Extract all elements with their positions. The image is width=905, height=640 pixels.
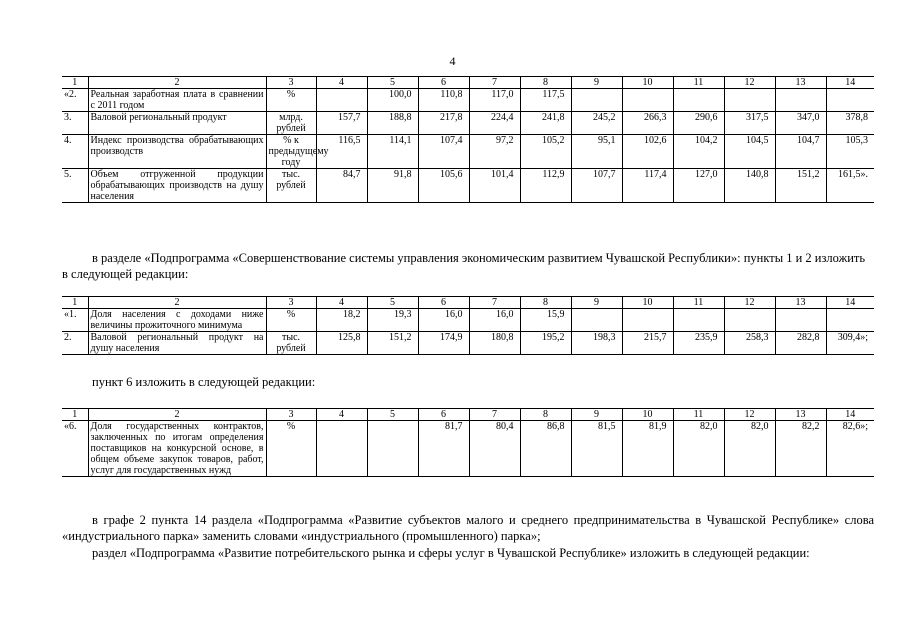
- value-cell: [775, 89, 826, 112]
- table-row: [62, 169, 874, 203]
- value-cell: 102,6: [622, 135, 673, 169]
- value-cell: 114,1: [367, 135, 418, 169]
- column-header: 5: [367, 77, 418, 89]
- column-header: 9: [571, 297, 622, 309]
- value-cell: 378,8: [826, 112, 874, 135]
- row-number: «2.: [62, 89, 88, 112]
- table-row: [62, 421, 874, 477]
- value-cell: [571, 309, 622, 332]
- value-cell: [622, 89, 673, 112]
- column-header: 13: [775, 77, 826, 89]
- value-cell: 82,0: [673, 421, 724, 477]
- value-cell: 224,4: [469, 112, 520, 135]
- column-header: 6: [418, 409, 469, 421]
- value-cell: 16,0: [469, 309, 520, 332]
- unit-cell: %: [266, 89, 316, 112]
- table-row: [62, 309, 874, 332]
- column-header: 13: [775, 409, 826, 421]
- value-cell: 81,5: [571, 421, 622, 477]
- column-header: 2: [88, 297, 266, 309]
- column-header: 3: [266, 409, 316, 421]
- value-cell: 258,3: [724, 332, 775, 355]
- value-cell: [622, 309, 673, 332]
- value-cell: 215,7: [622, 332, 673, 355]
- indicators-table-2: [62, 296, 874, 355]
- indicator-name: Индекс производства обрабатывающих производств: [88, 135, 266, 169]
- column-header: 8: [520, 77, 571, 89]
- value-cell: 161,5».: [826, 169, 874, 203]
- table-row: [62, 89, 874, 112]
- value-cell: 15,9: [520, 309, 571, 332]
- value-cell: 84,7: [316, 169, 367, 203]
- paragraph-subprogram-management: в разделе «Подпрограмма «Совершенствование системы управления экономическим развитием Чувашской Республики»: пункты 1 и 2 изложить в следующей редакции:: [62, 251, 866, 281]
- column-header: 4: [316, 77, 367, 89]
- column-header: 6: [418, 297, 469, 309]
- column-header: 3: [266, 297, 316, 309]
- indicator-name: Объем отгруженной продукции обрабатывающих производств на душу населения: [88, 169, 266, 203]
- value-cell: [724, 89, 775, 112]
- value-cell: 266,3: [622, 112, 673, 135]
- value-cell: 95,1: [571, 135, 622, 169]
- column-header: 12: [724, 409, 775, 421]
- column-header: 10: [622, 409, 673, 421]
- row-number: 3.: [62, 112, 88, 135]
- value-cell: 86,8: [520, 421, 571, 477]
- value-cell: 16,0: [418, 309, 469, 332]
- value-cell: 104,5: [724, 135, 775, 169]
- column-header: 8: [520, 297, 571, 309]
- column-header: 1: [62, 77, 88, 89]
- unit-cell: %: [266, 421, 316, 477]
- column-header: 3: [266, 77, 316, 89]
- value-cell: 125,8: [316, 332, 367, 355]
- value-cell: 80,4: [469, 421, 520, 477]
- value-cell: 107,7: [571, 169, 622, 203]
- value-cell: 100,0: [367, 89, 418, 112]
- row-number: 5.: [62, 169, 88, 203]
- column-header: 7: [469, 409, 520, 421]
- row-number: 2.: [62, 332, 88, 355]
- value-cell: [826, 309, 874, 332]
- value-cell: 112,9: [520, 169, 571, 203]
- value-cell: 347,0: [775, 112, 826, 135]
- value-cell: 110,8: [418, 89, 469, 112]
- row-number: 4.: [62, 135, 88, 169]
- value-cell: 82,2: [775, 421, 826, 477]
- value-cell: 81,7: [418, 421, 469, 477]
- value-cell: 18,2: [316, 309, 367, 332]
- table-row: [62, 112, 874, 135]
- value-cell: 127,0: [673, 169, 724, 203]
- value-cell: 180,8: [469, 332, 520, 355]
- table-header-row: [62, 77, 874, 89]
- value-cell: 107,4: [418, 135, 469, 169]
- column-header: 11: [673, 77, 724, 89]
- row-number: «6.: [62, 421, 88, 477]
- value-cell: 104,7: [775, 135, 826, 169]
- value-cell: [775, 309, 826, 332]
- value-cell: 151,2: [367, 332, 418, 355]
- column-header: 14: [826, 409, 874, 421]
- value-cell: 245,2: [571, 112, 622, 135]
- value-cell: 217,8: [418, 112, 469, 135]
- column-header: 11: [673, 409, 724, 421]
- column-header: 13: [775, 297, 826, 309]
- value-cell: 117,0: [469, 89, 520, 112]
- value-cell: 105,3: [826, 135, 874, 169]
- value-cell: [367, 421, 418, 477]
- paragraph-column-2-item-14: в графе 2 пункта 14 раздела «Подпрограмма «Развитие субъектов малого и среднего предпринимательства в Чувашской Республике» слова «индустриального парка» заменить словами «индустриального (промышленного) парка»;: [62, 513, 874, 543]
- indicator-name: Доля государственных контрактов, заключенных по итогам определения поставщиков на конкурсной основе, в общем объеме закупок товаров, работ, услуг для государственных нужд: [88, 421, 266, 477]
- value-cell: [571, 89, 622, 112]
- value-cell: 104,2: [673, 135, 724, 169]
- value-cell: 290,6: [673, 112, 724, 135]
- value-cell: 82,0: [724, 421, 775, 477]
- column-header: 9: [571, 409, 622, 421]
- indicator-name: Реальная заработная плата в сравнении с 2011 годом: [88, 89, 266, 112]
- value-cell: 82,6»;: [826, 421, 874, 477]
- unit-cell: тыс. рублей: [266, 332, 316, 355]
- value-cell: [316, 421, 367, 477]
- column-header: 5: [367, 297, 418, 309]
- value-cell: [316, 89, 367, 112]
- value-cell: 117,5: [520, 89, 571, 112]
- value-cell: 174,9: [418, 332, 469, 355]
- unit-cell: % к предыдущему году: [266, 135, 316, 169]
- column-header: 4: [316, 297, 367, 309]
- column-header: 1: [62, 297, 88, 309]
- indicator-name: Доля населения с доходами ниже величины прожиточного минимума: [88, 309, 266, 332]
- column-header: 12: [724, 297, 775, 309]
- value-cell: 195,2: [520, 332, 571, 355]
- indicators-table-3: [62, 408, 874, 477]
- value-cell: [724, 309, 775, 332]
- column-header: 10: [622, 77, 673, 89]
- value-cell: 140,8: [724, 169, 775, 203]
- column-header: 2: [88, 77, 266, 89]
- column-header: 10: [622, 297, 673, 309]
- value-cell: 91,8: [367, 169, 418, 203]
- value-cell: 317,5: [724, 112, 775, 135]
- value-cell: 198,3: [571, 332, 622, 355]
- value-cell: 97,2: [469, 135, 520, 169]
- column-header: 2: [88, 409, 266, 421]
- column-header: 4: [316, 409, 367, 421]
- column-header: 12: [724, 77, 775, 89]
- column-header: 5: [367, 409, 418, 421]
- column-header: 11: [673, 297, 724, 309]
- value-cell: 151,2: [775, 169, 826, 203]
- value-cell: 116,5: [316, 135, 367, 169]
- unit-cell: %: [266, 309, 316, 332]
- column-header: 7: [469, 297, 520, 309]
- value-cell: 101,4: [469, 169, 520, 203]
- column-header: 8: [520, 409, 571, 421]
- table-header-row: [62, 409, 874, 421]
- value-cell: 188,8: [367, 112, 418, 135]
- value-cell: 81,9: [622, 421, 673, 477]
- column-header: 7: [469, 77, 520, 89]
- indicator-name: Валовой региональный продукт на душу населения: [88, 332, 266, 355]
- value-cell: 157,7: [316, 112, 367, 135]
- column-header: 14: [826, 297, 874, 309]
- value-cell: 309,4»;: [826, 332, 874, 355]
- value-cell: 282,8: [775, 332, 826, 355]
- value-cell: [673, 89, 724, 112]
- table-row: [62, 135, 874, 169]
- column-header: 9: [571, 77, 622, 89]
- paragraph-item-6: пункт 6 изложить в следующей редакции:: [92, 375, 316, 389]
- column-header: 1: [62, 409, 88, 421]
- column-header: 14: [826, 77, 874, 89]
- value-cell: 117,4: [622, 169, 673, 203]
- table-header-row: [62, 297, 874, 309]
- value-cell: 241,8: [520, 112, 571, 135]
- value-cell: 105,2: [520, 135, 571, 169]
- unit-cell: млрд. рублей: [266, 112, 316, 135]
- table-row: [62, 332, 874, 355]
- column-header: 6: [418, 77, 469, 89]
- indicators-table-1: [62, 76, 874, 203]
- value-cell: 235,9: [673, 332, 724, 355]
- row-number: «1.: [62, 309, 88, 332]
- page-number: 4: [449, 54, 456, 68]
- value-cell: 19,3: [367, 309, 418, 332]
- value-cell: [673, 309, 724, 332]
- paragraph-consumer-market-section: раздел «Подпрограмма «Развитие потребительского рынка и сферы услуг в Чувашской Республике» изложить в следующей редакции:: [92, 546, 810, 560]
- unit-cell: тыс. рублей: [266, 169, 316, 203]
- value-cell: [826, 89, 874, 112]
- value-cell: 105,6: [418, 169, 469, 203]
- indicator-name: Валовой региональный продукт: [88, 112, 266, 135]
